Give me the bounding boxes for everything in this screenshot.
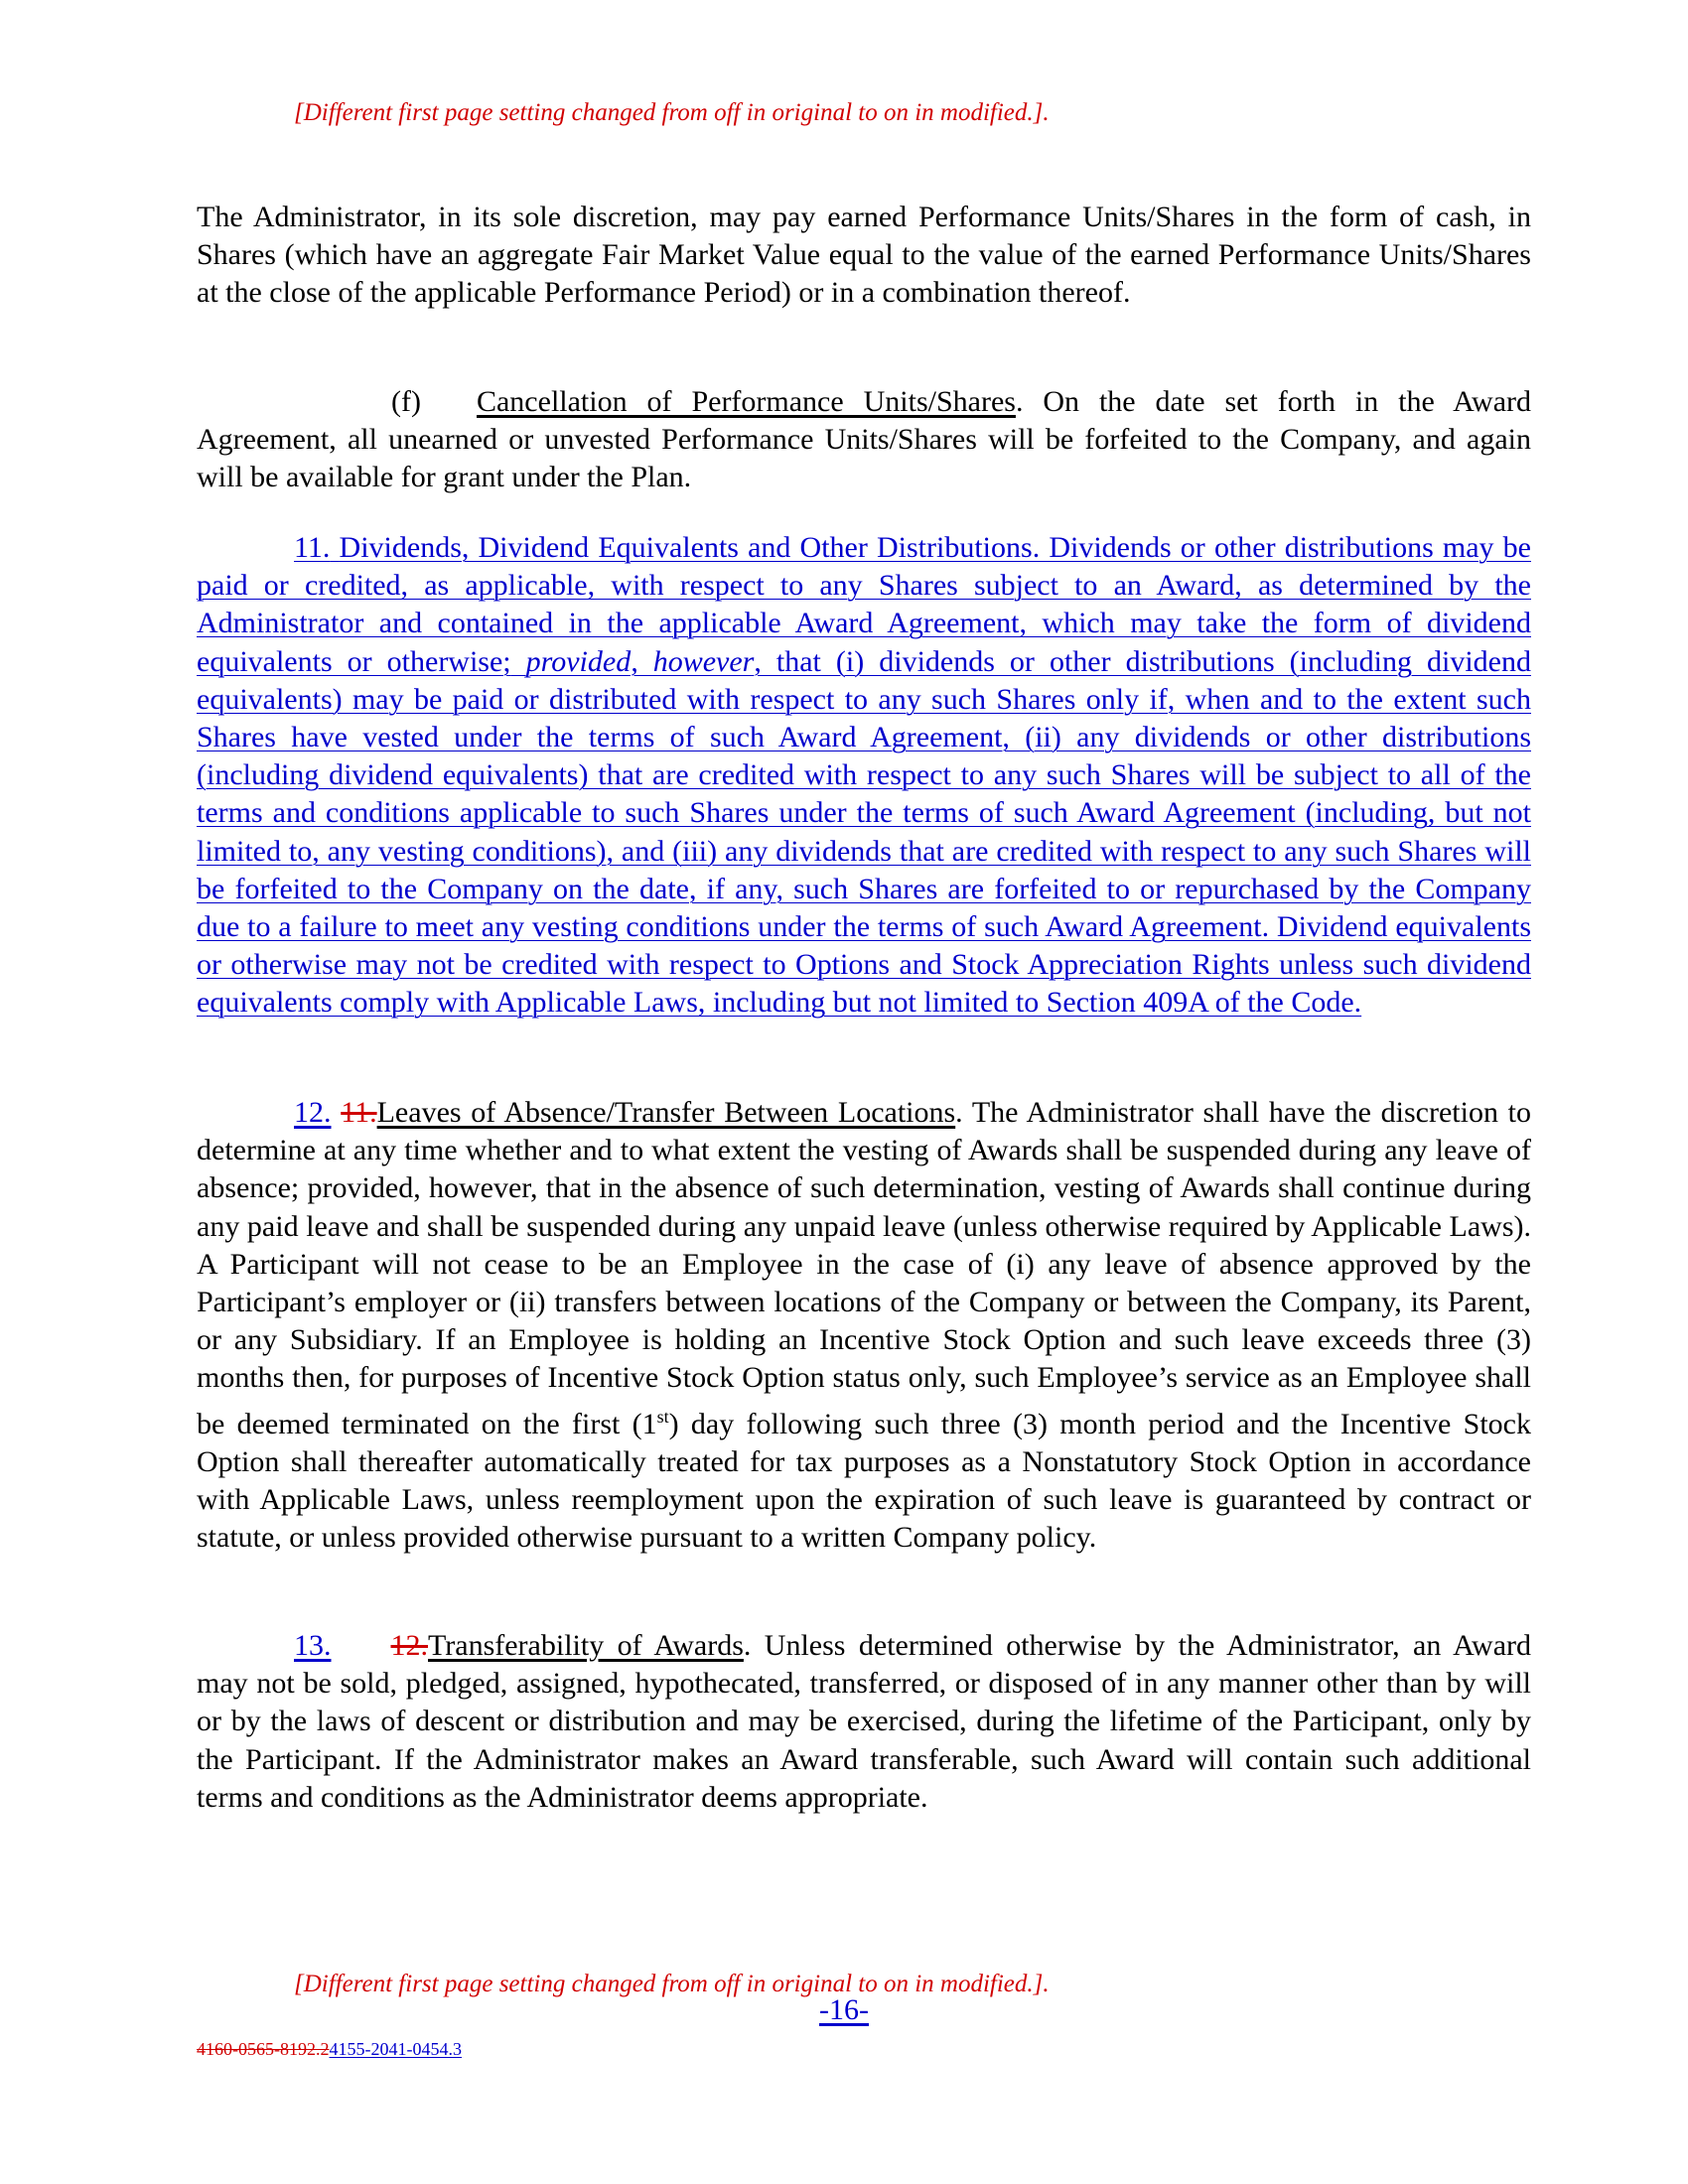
document-id xyxy=(197,2039,462,2060)
section-f-label: (f) xyxy=(391,385,421,418)
section-12-old-number: 11. xyxy=(341,1096,377,1129)
section-12-new-number: 12. xyxy=(294,1096,332,1129)
section-f-cancellation xyxy=(197,383,1531,497)
section-13-old-number: 12. xyxy=(390,1629,428,1662)
section-13-transferability xyxy=(197,1627,1531,1817)
section-12-leaves-of-absence xyxy=(197,1094,1531,1557)
section-12-text-1: . The Administrator shall have the discretion to determine at any time whether and to what extent the vesting of Awards shall be suspended during any leave of absence; provided, however, that in the absence of such determination, vesting of Awards shall continue during any paid leave and shall be suspended during any unpaid leave (unless otherwise required by Applicable Laws). A Participant will not cease to be an Employee in the case of (i) any leave of absence approved by the Participant’s employer or (ii) transfers between locations of the Company or between the Company, its Parent, or any Subsidiary. If an Employee is holding an Incentive Stock Option and such leave exceeds three (3) months then, for purposes of Incentive Stock Option status only, such Employee’s service as an Employee shall be deemed terminated on the first (1 xyxy=(197,1096,1531,1440)
section-f-text: . On the date set forth in the Award Agreement, all unearned or unvested Performance Units/Shares will be forfeited to the Company, and again will be available for grant under the Plan. xyxy=(197,385,1531,494)
section-11-text-1: Dividends, Dividend Equivalents and Other Distributions. Dividends or other distributions may be paid or credited, as applicable, with respect to any Shares subject to an Award, as determined by the Administrator and contained in the applicable Award Agreement, which may take the form of dividend equivalents or otherwise; xyxy=(197,531,1531,678)
section-12-heading: Leaves of Absence/Transfer Between Locations xyxy=(376,1096,956,1129)
section-f-heading: Cancellation of Performance Units/Shares xyxy=(476,385,1016,418)
page-number: -16- xyxy=(819,1993,869,2026)
section-11-text-2: , that (i) dividends or other distributions (including dividend equivalents) may be paid or distributed with respect to any such Shares only if, when and to the extent such Shares have vested under the terms of such Award Agreement, (ii) any dividends or other distributions (including dividend equivalents) that are credited with respect to any such Shares will be subject to all of the terms and conditions applicable to such Shares under the terms of such Award Agreement (including, but not limited to, any vesting conditions), and (iii) any dividends that are credited with respect to any such Shares will be forfeited to the Company on the date, if any, such Shares are forfeited to or repurchased by the Company due to a failure to meet any vesting conditions under the terms of such Award Agreement. Dividend equivalents or otherwise may not be credited with respect to Options and Stock Appreciation Rights unless such dividend equivalents comply with Applicable Laws, including but not limited to Section 409A of the Code. xyxy=(197,644,1531,1020)
paragraph-payment-form: The Administrator, in its sole discretion, may pay earned Performance Units/Shares in the form of cash, in Shares (which have an aggregate Fair Market Value equal to the value of the earned Performance Units/Shares at the close of the applicable Performance Period) or in a combination thereof. xyxy=(197,201,1531,310)
section-11-dividends-inserted xyxy=(197,529,1531,1023)
footer-change-note: [Different first page setting changed from off in original to on in modified.]. xyxy=(294,1971,1050,1997)
section-11-number: 11. xyxy=(294,531,331,564)
document-id-inserted: 4155-2041-0454.3 xyxy=(329,2039,462,2059)
header-change-note: [Different first page setting changed from off in original to on in modified.]. xyxy=(294,99,1050,126)
section-11-italic: provided, however xyxy=(525,644,755,678)
section-13-heading: Transferability of Awards xyxy=(428,1629,744,1662)
section-12-text-2: ) day following such three (3) month period and the Incentive Stock Option shall thereafter automatically treated for tax purposes as a Nonstatutory Stock Option in accordance with Applicable Laws, unless reemployment upon the expiration of such leave is guaranteed by contract or statute, or unless provided otherwise pursuant to a written Company policy. xyxy=(197,1407,1531,1555)
section-13-new-number: 13. xyxy=(294,1629,332,1662)
section-12-superscript: st xyxy=(656,1406,669,1427)
section-13-text: . Unless determined otherwise by the Administrator, an Award may not be sold, pledged, assigned, hypothecated, transferred, or disposed of in any manner other than by will or by the laws of descent or distribution and may be exercised, during the lifetime of the Participant, only by the Participant. If the Administrator makes an Award transferable, such Award will contain such additional terms and conditions as the Administrator deems appropriate. xyxy=(197,1629,1532,1814)
document-id-deleted: 4160-0565-8192.2 xyxy=(197,2039,330,2059)
